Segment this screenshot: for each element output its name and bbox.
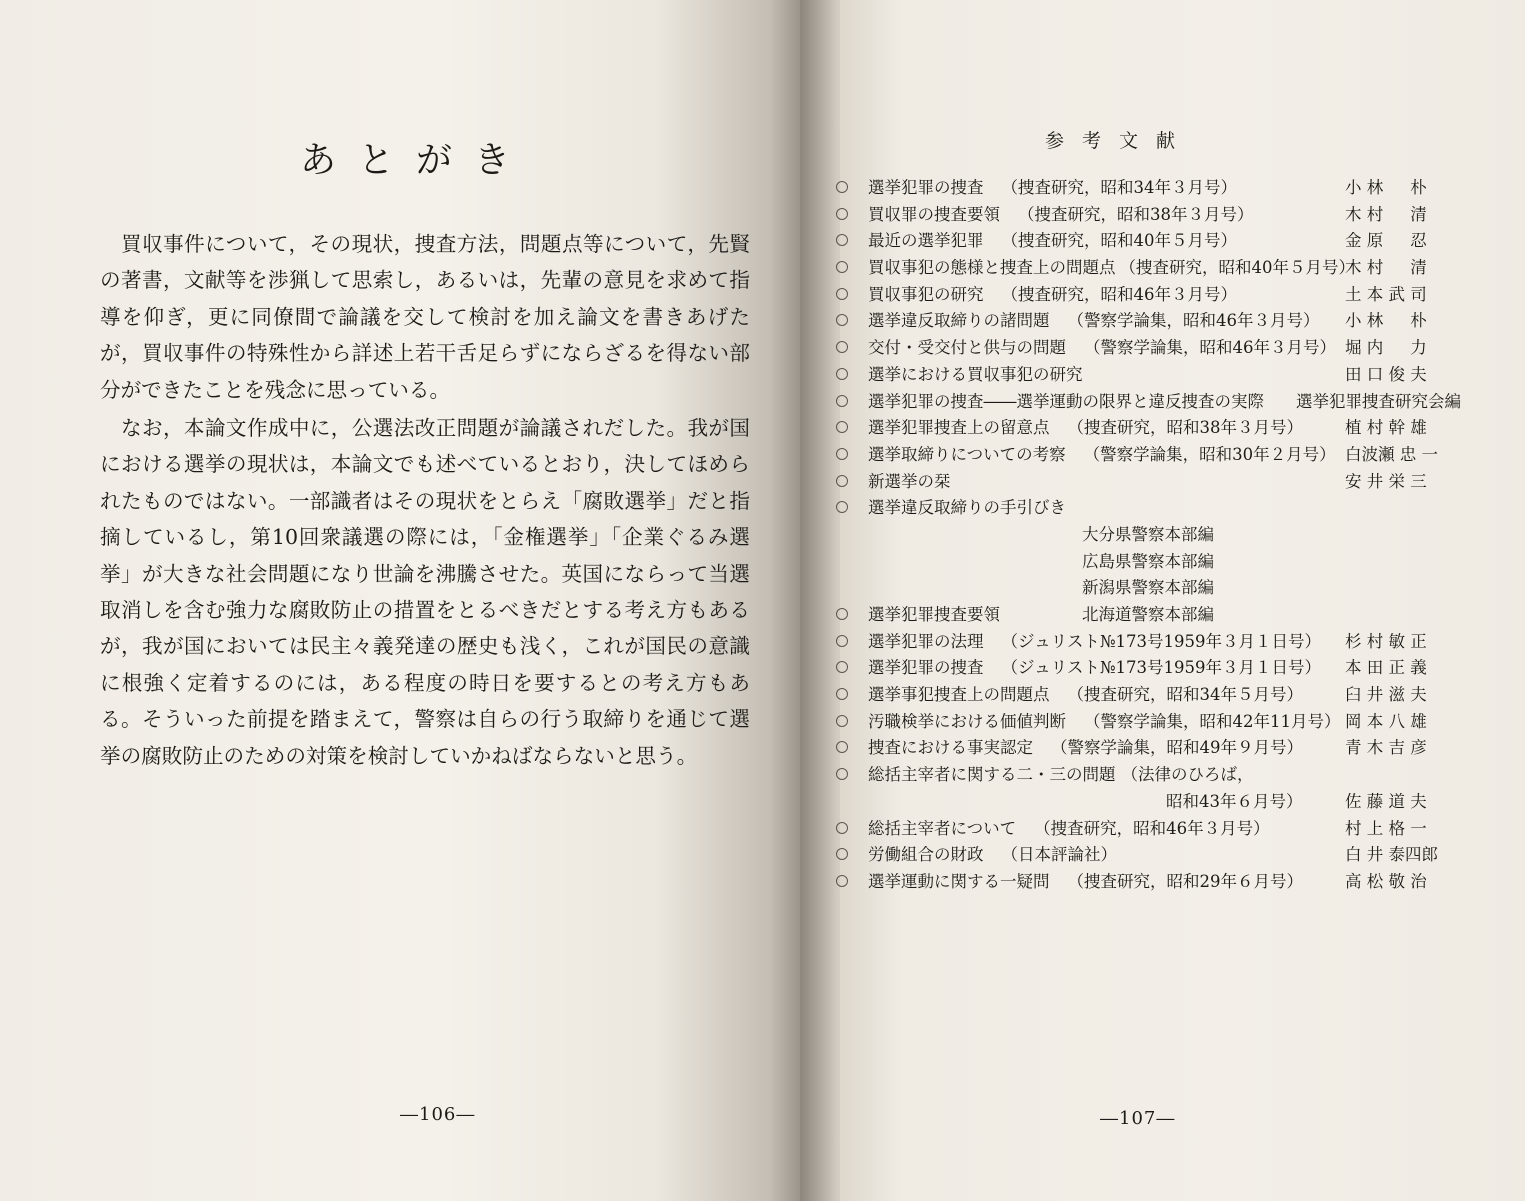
reference-item <box>836 735 1461 762</box>
reference-editor: 広島県警察本部編 <box>1082 551 1214 571</box>
reference-author: 選挙犯罪捜査研究会編 <box>1296 391 1461 411</box>
reference-citation: （ジュリスト№173号1959年３月１日号） <box>1001 631 1321 651</box>
reference-citation: （警察学論集，昭和49年９月号） <box>1051 738 1303 758</box>
reference-citation: （捜査研究，昭和34年３月号） <box>1001 178 1237 197</box>
reference-title: 買収罪の捜査要領 <box>868 204 1000 224</box>
reference-citation: （捜査研究，昭和29年６月号） <box>1067 871 1303 891</box>
reference-author: 佐 藤 道 夫 <box>1345 791 1427 811</box>
reference-item <box>836 389 1461 416</box>
reference-title: 選挙犯罪捜査上の留意点 <box>868 418 1050 438</box>
reference-citation: （警察学論集，昭和46年３月号） <box>1084 338 1336 358</box>
reference-item <box>836 255 1461 282</box>
reference-item <box>836 629 1461 656</box>
right-page <box>800 0 1525 1201</box>
reference-title: 買収事犯の研究 <box>868 284 984 304</box>
reference-item <box>836 495 1461 522</box>
reference-title: 選挙における買収事犯の研究 <box>868 364 1083 384</box>
circle-bullet-icon <box>836 181 848 193</box>
reference-item <box>836 175 1461 202</box>
reference-citation: （法律のひろば， <box>1121 765 1254 785</box>
reference-citation: （捜査研究，昭和40年５月号） <box>1001 231 1237 251</box>
reference-author: 安 井 栄 三 <box>1345 471 1427 491</box>
reference-title: 選挙犯罪の法理 <box>868 631 984 651</box>
circle-bullet-icon <box>836 341 848 353</box>
reference-title: 交付・受交付と供与の問題 <box>868 338 1066 358</box>
reference-item <box>836 762 1461 815</box>
circle-bullet-icon <box>836 608 848 620</box>
reference-title: 汚職検挙における価値判断 <box>868 711 1066 731</box>
reference-title: 選挙犯罪の捜査――選挙運動の限界と違反捜査の実際 <box>868 391 1264 411</box>
circle-bullet-icon <box>836 635 848 647</box>
reference-title: 選挙違反取締りの諸問題 <box>868 311 1050 331</box>
reference-item <box>836 415 1461 442</box>
reference-author: 臼 井 滋 夫 <box>1345 685 1427 705</box>
afterword-paragraph: なお，本論文作成中に，公選法改正問題が論議されだした。我が国における選挙の現状は，本論文でも述べているとおり，決してほめられたものではない。一部識者はその現状をとらえ「腐敗選挙」だと指摘しているし，第10回衆議選の際には，「金権選挙」「企業ぐるみ選挙」が大きな社会問題になり世論を沸騰させた。英国にならって当選取消しを含む強力な腐敗防止の措置をとるべきだとする考え方もあるが，我が国においては民主々義発達の歴史も浅く，これが国民の意識に根強く定着するのには，ある程度の時日を要するとの考え方もある。そういった前提を踏まえて，警察は自らの行う取締りを通じて選挙の腐敗防止のための対策を検討していかねばならないと思う。 <box>100 416 750 768</box>
reference-author: 白波瀬 忠 一 <box>1345 444 1438 464</box>
references-title: 参考文献 <box>1045 130 1194 152</box>
reference-citation: （ジュリスト№173号1959年３月１日号） <box>1001 658 1321 678</box>
reference-item <box>836 362 1461 389</box>
circle-bullet-icon <box>836 848 848 860</box>
circle-bullet-icon <box>836 768 848 780</box>
reference-title: 選挙違反取締りの手引びき <box>868 498 1066 518</box>
reference-item <box>836 709 1461 736</box>
reference-item <box>836 228 1461 255</box>
reference-item <box>836 655 1461 682</box>
reference-title: 選挙犯罪の捜査 <box>868 178 984 197</box>
reference-item <box>836 308 1461 335</box>
reference-item <box>836 816 1461 843</box>
reference-author: 杉 村 敏 正 <box>1345 631 1427 651</box>
reference-title: 選挙事犯捜査上の問題点 <box>868 685 1050 705</box>
reference-item <box>836 602 1461 629</box>
reference-title: 選挙取締りについての考察 <box>868 444 1066 464</box>
reference-author: 田 口 俊 夫 <box>1345 364 1427 384</box>
reference-author: 岡 本 八 雄 <box>1345 711 1427 731</box>
reference-title: 捜査における事実認定 <box>868 738 1033 758</box>
circle-bullet-icon <box>836 448 848 460</box>
reference-citation: （捜査研究，昭和40年５月号） <box>1119 258 1355 278</box>
reference-author: 青 木 吉 彦 <box>1345 738 1427 758</box>
reference-title: 総括主宰者について <box>868 818 1017 838</box>
reference-author: 木 村 清 <box>1345 204 1427 224</box>
circle-bullet-icon <box>836 501 848 513</box>
reference-citation: （捜査研究，昭和46年３月号） <box>1034 818 1270 838</box>
circle-bullet-icon <box>836 421 848 433</box>
reference-author: 土 本 武 司 <box>1345 284 1427 304</box>
afterword-title: あとがき <box>300 140 533 181</box>
circle-bullet-icon <box>836 741 848 753</box>
circle-bullet-icon <box>836 208 848 220</box>
reference-author: 堀 内 力 <box>1345 338 1427 358</box>
reference-editor: 北海道警察本部編 <box>1082 605 1214 624</box>
reference-citation-continued: 昭和43年６月号） <box>1166 791 1303 811</box>
reference-item <box>836 202 1461 229</box>
reference-author: 小 林 朴 <box>1345 178 1427 197</box>
reference-title: 労働組合の財政 <box>868 845 984 865</box>
reference-citation: （警察学論集，昭和42年11月号） <box>1084 711 1341 731</box>
circle-bullet-icon <box>836 261 848 273</box>
circle-bullet-icon <box>836 368 848 380</box>
reference-citation: （捜査研究，昭和34年５月号） <box>1067 685 1303 705</box>
circle-bullet-icon <box>836 875 848 887</box>
references-list <box>836 175 1461 896</box>
reference-item <box>836 682 1461 709</box>
reference-title: 総括主宰者に関する二・三の問題 <box>868 765 1116 785</box>
reference-title: 選挙運動に関する一疑問 <box>868 871 1050 891</box>
reference-title: 選挙犯罪の捜査 <box>868 658 984 678</box>
circle-bullet-icon <box>836 822 848 834</box>
reference-title: 選挙犯罪捜査要領 <box>868 605 1000 624</box>
reference-item <box>836 282 1461 309</box>
reference-author: 村 上 格 一 <box>1345 818 1427 838</box>
reference-title: 最近の選挙犯罪 <box>868 231 984 251</box>
reference-citation: （警察学論集，昭和30年２月号） <box>1083 444 1336 464</box>
reference-item <box>836 469 1461 496</box>
reference-item <box>836 842 1461 869</box>
page-number-left: ―106― <box>400 1104 476 1125</box>
circle-bullet-icon <box>836 715 848 727</box>
afterword-paragraph: 買収事件について，その現状，捜査方法，問題点等について，先賢の著書，文献等を渉猟して思索し，あるいは，先輩の意見を求めて指導を仰ぎ，更に同僚間で論議を交して検討を加え論文を書きあげたが，買収事件の特殊性から詳述上若干舌足らずにならざるを得ない部分ができたことを残念に思っている。 <box>100 232 750 402</box>
circle-bullet-icon <box>836 688 848 700</box>
reference-author: 本 田 正 義 <box>1345 658 1427 678</box>
circle-bullet-icon <box>836 475 848 487</box>
reference-author: 木 村 清 <box>1345 258 1427 278</box>
reference-editors <box>836 522 1461 602</box>
circle-bullet-icon <box>836 288 848 300</box>
reference-author: 白 井 泰四郎 <box>1345 845 1438 865</box>
reference-editor: 大分県警察本部編 <box>1082 524 1214 544</box>
afterword-body <box>100 226 750 774</box>
circle-bullet-icon <box>836 314 848 326</box>
reference-item <box>836 869 1461 896</box>
reference-item <box>836 335 1461 362</box>
reference-title: 新選挙の栞 <box>868 471 951 491</box>
reference-citation: （警察学論集，昭和46年３月号） <box>1067 311 1320 331</box>
page-number-right: ―107― <box>1100 1108 1176 1129</box>
reference-citation: （捜査研究，昭和38年３月号） <box>1018 204 1254 224</box>
reference-editor: 新潟県警察本部編 <box>1082 578 1214 598</box>
reference-citation: （捜査研究，昭和38年３月号） <box>1067 418 1303 438</box>
circle-bullet-icon <box>836 234 848 246</box>
reference-citation: （日本評論社） <box>1001 845 1117 865</box>
circle-bullet-icon <box>836 395 848 407</box>
reference-item <box>836 442 1461 469</box>
reference-author: 金 原 忍 <box>1345 231 1427 251</box>
circle-bullet-icon <box>836 661 848 673</box>
reference-author: 小 林 朴 <box>1345 311 1427 331</box>
reference-author: 植 村 幹 雄 <box>1345 418 1427 438</box>
reference-citation: （捜査研究，昭和46年３月号） <box>1001 284 1237 304</box>
reference-title: 買収事犯の態様と捜査上の問題点 <box>868 258 1116 278</box>
reference-author: 高 松 敬 治 <box>1345 871 1427 891</box>
